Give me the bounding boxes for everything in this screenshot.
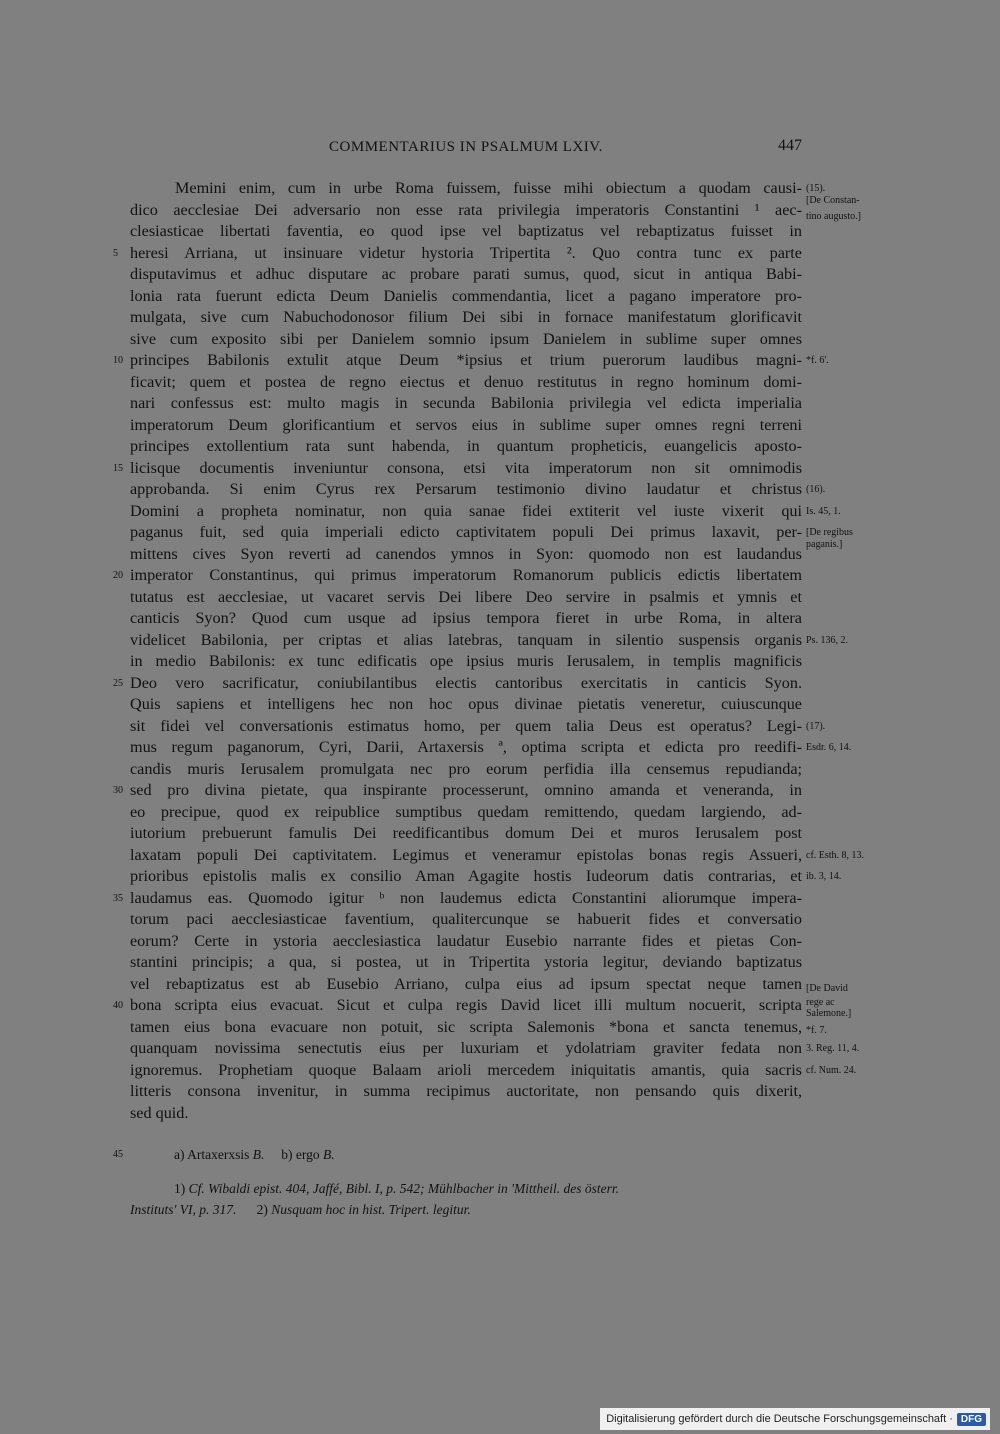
text-line: imperator Constantinus, qui primus imperatorum Romanorum publicis edictis libertatem [130,566,802,584]
text-line: nari confessus est: multo magis in secunda Babilonia privilegia vel edicta imperialia [130,394,802,412]
apparatus-text-b: ergo [295,1147,320,1162]
margin-note: (17). [806,720,826,732]
text-line: tutatus est aecclesiae, ut vacaret servis Dei libere Deo servire in psalmis et ymnis et [130,587,802,606]
text-line: sive cum exposito sibi per Danielem somnio ipsum Danielem in sublime super omnes [130,329,802,348]
text-line: tamen eius bona evacuare non potuit, sic scripta Salemonis *bona et sancta tenemus, [130,1017,802,1036]
text-line: eorum? Certe in ystoria aecclesiastica laudatur Eusebio narrante fides et pietas Con- [130,931,802,950]
text-line: litteris consona invenitur, in summa recipimus auctoritate, non pensando quis dixerit, [130,1082,802,1100]
text-line: in medio Babilonis: ex tunc edificatis ope ipsius muris Ierusalem, in templis magnificis [130,652,802,670]
line-number: 40 [113,1000,123,1011]
text-line: Quis sapiens et intelligens hec non hoc opus divinae pietatis veneretur, cuiuscunque [130,695,802,713]
page-header [130,136,802,162]
text-line: lonia rata fuerunt edicta Deum Danielis commendantia, licet a pagano imperatore pro- [130,286,802,305]
footnote-2-text: Nusquam hoc in hist. Tripert. legitur. [271,1202,471,1217]
line-number: 10 [113,355,123,366]
margin-note: *f. 7. [806,1024,827,1036]
margin-note: cf. Esth. 8, 13. [806,849,865,861]
line-number: 30 [113,785,123,796]
line-number: 20 [113,570,123,581]
text-line: mulgata, sive cum Nabuchodonosor filium Dei sibi in fornace manifestatum glorificavit [130,308,802,326]
text-line: principes extollentium rata sunt habenda, in quantum propheticis, euangelicis aposto- [130,437,802,455]
margin-note: Ps. 136, 2. [806,634,848,646]
text-line: videlicet Babilonia, per criptas et alias latebras, tanquam in silentio suspensis organis [130,630,802,649]
banner-text: Digitalisierung gefördert durch die Deutsche Forschungsgemeinschaft · [606,1413,953,1425]
text-line: paganus fuit, sed quia imperiali edicto captivitatem populi Dei primus laxavit, per- [130,523,802,541]
text-line: torum paci aecclesiasticae faventium, qualitercunque se habuerit fides et conversatio [130,910,802,928]
margin-note: ib. 3, 14. [806,871,842,882]
margin-note: 3. Reg. 11, 4. [806,1043,860,1054]
text-line: laxatam populi Dei captivitatem. Legimus et veneramur epistolas bonas regis Assueri, [130,845,802,864]
dfg-banner [600,1408,990,1430]
text-line: Domini a propheta nominatur, non quia sanae fidei extiterit vel iuste vixerit qui [130,501,802,520]
text-line: sed quid. [130,1103,189,1122]
text-line: eo precipue, quod ex reipublice sumptibus quedam remittendo, quedam largiendo, ad- [130,802,802,821]
text-line: ficavit; quem et postea de regno eiectus et denuo restitutus in regno hominum domi- [130,372,802,391]
line-number: 25 [113,677,123,689]
text-line: vel rebaptizatus est ab Eusebio Arriano, culpa eius ad ipsum spectat neque tamen [130,974,802,993]
text-line: approbanda. Si enim Cyrus rex Persarum testimonio divino laudatur et christus [130,480,802,498]
text-line: quanquam novissima senectutis eius per luxuriam et ydolatriam graviter fedata non [130,1039,802,1057]
margin-note: paganis.] [806,539,843,550]
text-line: Deo vero sacrificatur, coniubilantibus electis cantoribus exercitatis in canticis Syon. [130,673,802,692]
apparatus-label-b: b) [281,1147,293,1162]
text-line: clesiasticae libertati faventia, eo quod ipse vel baptizatus vel rebaptizatus fuisset in [130,222,802,240]
line-number-45: 45 [113,1149,123,1160]
footnote-1-label: 1) [174,1181,186,1196]
margin-note: Is. 45, 1. [806,505,841,517]
margin-note: Salemone.] [806,1008,852,1019]
margin-note: tino augusto.] [806,210,861,222]
text-line: laudamus eas. Quomodo igitur ᵇ non laudemus edicta Constantini aliorumque impera- [130,888,802,907]
text-line: Memini enim, cum in urbe Roma fuissem, fuisse mihi obiectum a quodam causi- [175,179,802,197]
margin-note: Esdr. 6, 14. [806,742,852,753]
apparatus-sigla-a: B. [252,1147,265,1162]
text-line: ignoremus. Prophetiam quoque Balaam arioli mercedem iniquitatis amantis, quia sacris [130,1060,802,1079]
line-number: 35 [113,892,123,904]
margin-note: *f. 6'. [806,355,829,366]
margin-note: rege ac [806,997,835,1008]
margin-note: (16). [806,484,826,495]
apparatus-label-a: a) [174,1147,185,1162]
text-line: sit fidei vel conversationis estimatus homo, per quem talia Deus est operatus? Legi- [130,716,802,735]
running-title: COMMENTARIUS IN PSALMUM LXIV. [329,139,603,155]
footnote-1-text: Cf. Wibaldi epist. 404, Jaffé, Bibl. I, p. 542; Mühlbacher in 'Mittheil. des österr. [188,1181,619,1196]
text-line: mittens cives Syon reverti ad canendos ymnos in Syon: quomodo non est laudandus [130,544,802,563]
apparatus-text-a: Artaxerxsis [187,1147,250,1162]
apparatus-sigla-b: B. [323,1147,335,1162]
margin-note: [De regibus [806,527,853,538]
line-number: 5 [113,247,118,259]
text-line: stantini principis; a qua, si postea, ut in Tripertita ystoria legitur, deviando baptizatus [130,953,802,971]
margin-note: [De David [806,982,848,994]
text-line: dico aecclesiae Dei adversario non esse rata privilegia imperatoris Constantini ¹ aec- [130,200,802,219]
footnote-1-cont [130,1202,802,1218]
margin-note: [De Constan- [806,195,860,206]
text-line: licisque documentis inveniuntur consona, etsi vita imperatorum non sit omnimodis [130,458,802,477]
text-line: heresi Arriana, ut insinuare videtur hystoria Tripertita ². Quo contra tunc ex parte [130,243,802,262]
page-number: 447 [778,137,802,154]
text-line: iutorium prebuerunt famulis Dei reedificantibus domum Dei et muros Ierusalem post [130,824,802,842]
text-line: disputavimus et adhuc disputare ac probare parati sumus, quod, sicut in antiqua Babi- [130,265,802,283]
footnote-2-label: 2) [256,1202,268,1217]
main-text [130,178,802,1124]
text-line: mus regum paganorum, Cyri, Darii, Artaxersis ª, optima scripta et edicta pro reedifi- [130,738,802,756]
margin-note: (15). [806,183,826,194]
text-line: sed pro divina pietate, qua inspirante processerunt, omnino amanda et veneranda, in [130,781,802,799]
text-line: candis muris Ierusalem promulgata nec pro eorum perfidia illa censemus repudianda; [130,759,802,778]
text-line: imperatorum Deum glorificantium et servos eius in sublime super omnes regni terreni [130,415,802,434]
text-line: principes Babilonis extulit atque Deum *ipsius et trium puerorum laudibus magni- [130,351,802,369]
footnote-1-continuation: Instituts' VI, p. 317. [130,1202,237,1217]
text-line: bona scripta eius evacuat. Sicut et culpa regis David licet illi multum nocuerit, scripta [130,996,802,1014]
line-number: 15 [113,462,123,474]
margin-note: cf. Num. 24. [806,1064,857,1076]
text-line: prioribus epistolis malis ex consilio Aman Agagite hostis Iudeorum datis contrarias, et [130,867,802,885]
text-line: canticis Syon? Quod cum usque ad ipsius tempora fieret in urbe Roma, in altera [130,609,802,627]
dfg-logo-icon: DFG [957,1413,986,1426]
